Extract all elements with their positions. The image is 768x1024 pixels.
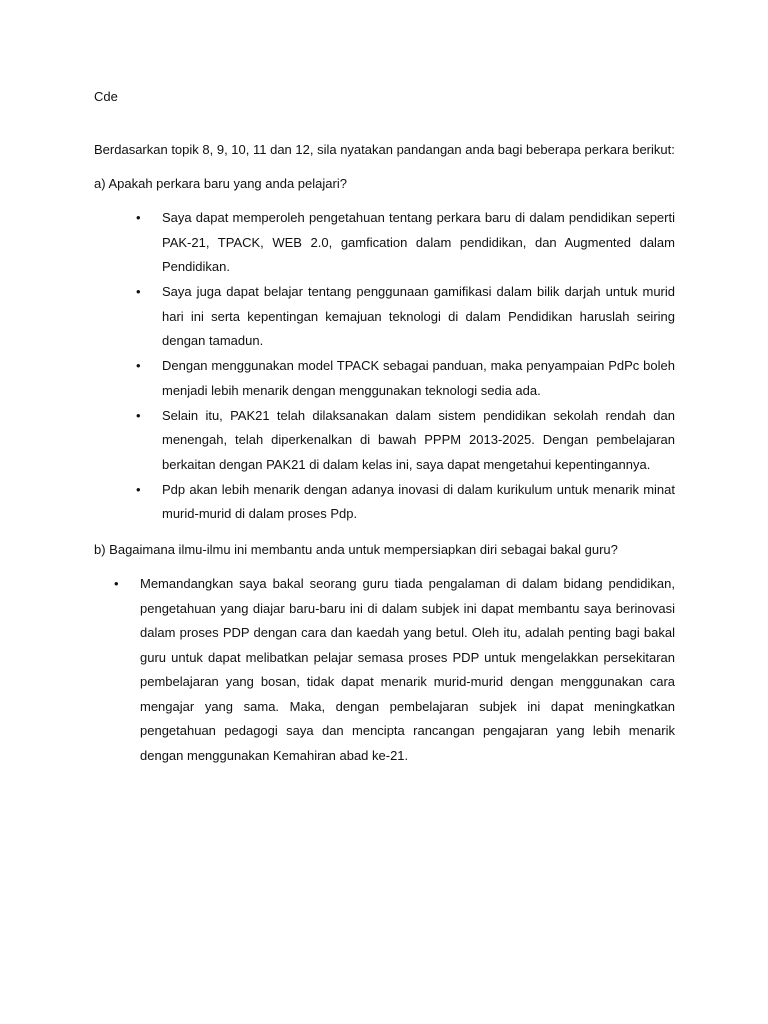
bullet-icon: •: [136, 284, 141, 299]
question-b: b) Bagaimana ilmu-ilmu ini membantu anda untuk mempersiapkan diri sebagai bakal guru?: [94, 542, 618, 557]
list-item: [136, 206, 675, 280]
list-item-text: Selain itu, PAK21 telah dilaksanakan dalam sistem pendidikan sekolah rendah dan menengah, telah diperkenalkan di bawah PPPM 2013-2025. Dengan pembelajaran berkaitan dengan PAK21 di dalam kelas ini, saya dapat mengetahui kepentingannya.: [162, 407, 675, 472]
bullet-icon: •: [136, 358, 141, 373]
list-item-text: Dengan menggunakan model TPACK sebagai panduan, maka penyampaian PdPc boleh menjadi lebih menarik dengan menggunakan teknologi sedia ada.: [162, 358, 675, 398]
answer-list-b: [114, 572, 675, 768]
list-item: [114, 572, 675, 768]
list-item: [136, 404, 675, 478]
intro-paragraph: Berdasarkan topik 8, 9, 10, 11 dan 12, sila nyatakan pandangan anda bagi beberapa perkara berikut:: [94, 142, 675, 157]
list-item-text: Memandangkan saya bakal seorang guru tiada pengalaman di dalam bidang pendidikan, pengetahuan yang diajar baru-baru ini di dalam subjek ini dapat membantu saya berinovasi dalam proses PDP dengan cara dan kaedah yang betul. Oleh itu, adalah penting bagi bakal guru untuk dapat melibatkan pelajar semasa proses PDP untuk mengelakkan persekitaran pembelajaran yang bosan, tidak dapat menarik murid-murid dengan menggunakan cara mengajar yang sama. Maka, dengan pembelajaran subjek ini dapat meningkatkan pengetahuan pedagogi saya dan mencipta rancangan pengajaran yang lebih menarik dengan menggunakan Kemahiran abad ke-21.: [140, 576, 675, 763]
list-item: [136, 354, 675, 403]
list-item: [136, 478, 675, 527]
list-item-text: Pdp akan lebih menarik dengan adanya inovasi di dalam kurikulum untuk menarik minat murid-murid di dalam proses Pdp.: [162, 481, 675, 521]
list-item: [136, 280, 675, 354]
document-code: Cde: [94, 89, 118, 104]
answer-list-a: [136, 206, 675, 527]
bullet-icon: •: [136, 407, 141, 423]
bullet-icon: •: [136, 481, 141, 497]
list-item-text: Saya juga dapat belajar tentang penggunaan gamifikasi dalam bilik darjah untuk murid hari ini serta kepentingan kemajuan teknologi di dalam Pendidikan haruslah seiring dengan tamadun.: [162, 284, 675, 348]
list-item-text: Saya dapat memperoleh pengetahuan tentang perkara baru di dalam pendidikan seperti PAK-21, TPACK, WEB 2.0, gamfication dalam pendidikan, dan Augmented dalam Pendidikan.: [162, 210, 675, 274]
bullet-icon: •: [114, 576, 119, 591]
bullet-icon: •: [136, 210, 141, 225]
question-a: a) Apakah perkara baru yang anda pelajari?: [94, 176, 347, 191]
